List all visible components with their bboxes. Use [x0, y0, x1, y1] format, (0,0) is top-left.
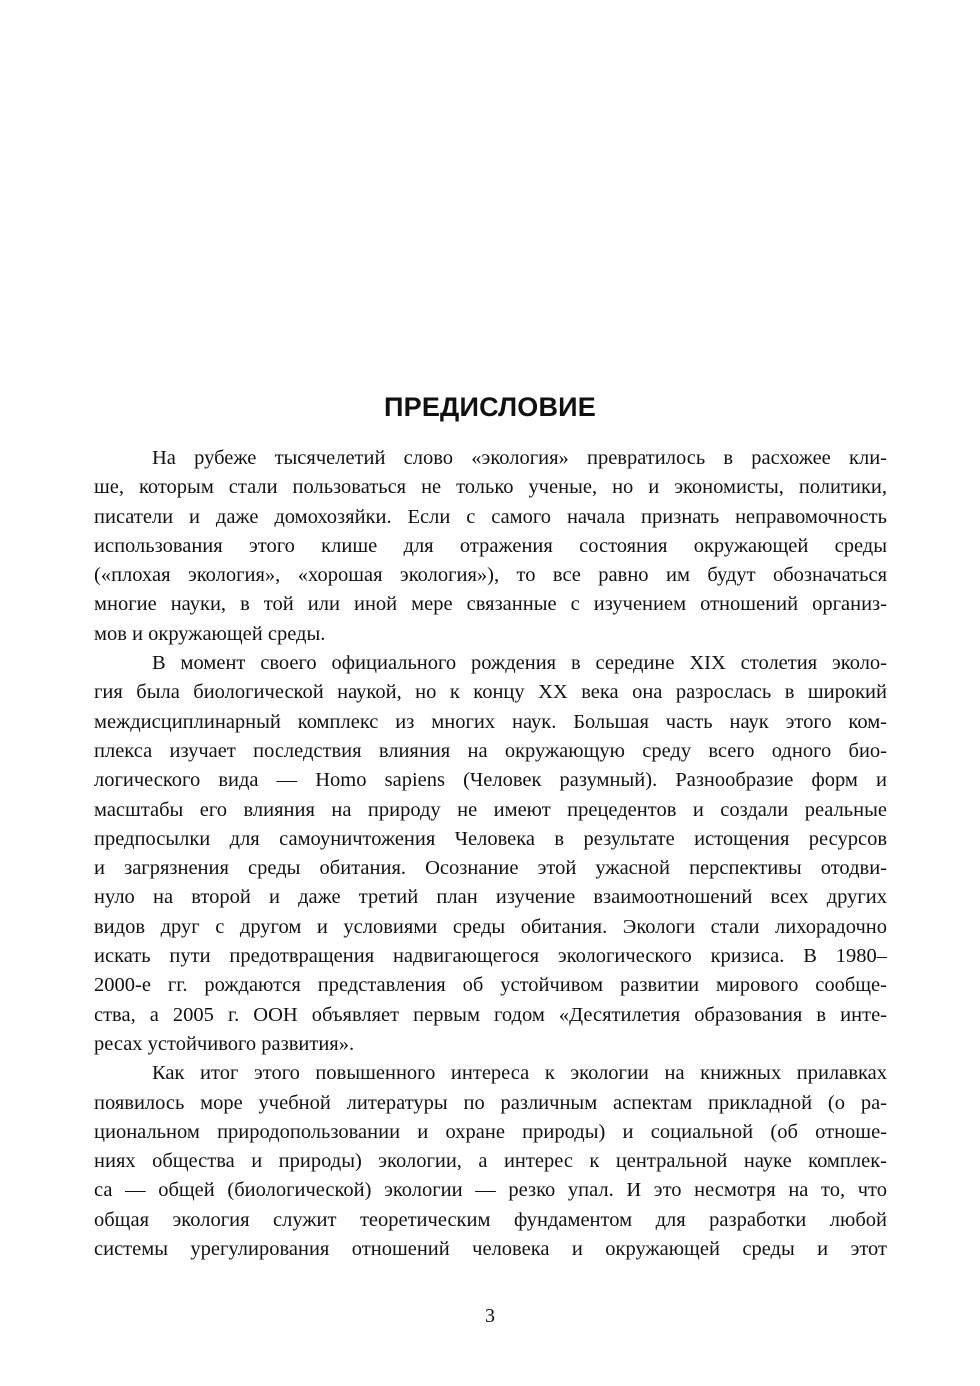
- text-line: 2000-е гг. рождаются представления об устойчивом развитии мирового сообще-: [94, 974, 887, 997]
- text-line: междисциплинарный комплекс из многих наук. Большая часть наук этого ком-: [94, 710, 887, 733]
- text-line: использования этого клише для отражения состояния окружающей среды: [94, 534, 887, 557]
- text-line: мов и окружающей среды.: [94, 622, 326, 645]
- text-line: В момент своего официального рождения в середине XIX столетия эколо-: [152, 652, 887, 675]
- text-line: видов друг с другом и условиями среды обитания. Экологи стали лихорадочно: [94, 915, 887, 938]
- text-line: масштабы его влияния на природу не имеют прецедентов и создали реальные: [94, 798, 887, 821]
- text-line: циональном природопользовании и охране природы) и социальной (об отноше-: [94, 1120, 887, 1143]
- text-line: («плохая экология», «хорошая экология»), то все равно им будут обозначаться: [94, 564, 887, 587]
- text-line: предпосылки для самоуничтожения Человека в результате истощения ресурсов: [94, 827, 887, 850]
- text-line: гия была биологической наукой, но к концу XX века она разрослась в широкий: [94, 681, 887, 704]
- text-line: ства, а 2005 г. ООН объявляет первым годом «Десятилетия образования в инте-: [94, 1003, 887, 1026]
- paragraph-2: [94, 649, 887, 1059]
- page-title: ПРЕДИСЛОВИЕ: [384, 392, 596, 422]
- text-line: общая экология служит теоретическим фундаментом для разработки любой: [94, 1208, 887, 1231]
- text-line: искать пути предотвращения надвигающегося экологического кризиса. В 1980–: [94, 945, 887, 968]
- text-line: ресах устойчивого развития».: [94, 1032, 355, 1055]
- text-line: На рубеже тысячелетий слово «экология» превратилось в расхожее кли-: [152, 447, 887, 469]
- text-line: появилось море учебной литературы по различным аспектам прикладной (о ра-: [94, 1091, 887, 1114]
- text-line: и загрязнения среды обитания. Осознание этой ужасной перспективы отодви-: [94, 857, 887, 880]
- text-line: многие науки, в той или иной мере связанные с изучением отношений организ-: [94, 593, 887, 616]
- text-line: ниях общества и природы) экологии, а интерес к центральной науке комплек-: [94, 1150, 887, 1173]
- preface-body: [94, 444, 887, 1264]
- text-line: логического вида — Homo sapiens (Человек разумный). Разнообразие форм и: [94, 769, 887, 792]
- paragraph-1: [94, 444, 887, 649]
- text-line: Как итог этого повышенного интереса к экологии на книжных прилавках: [152, 1062, 887, 1085]
- text-line: системы урегулирования отношений человека и окружающей среды и этот: [94, 1238, 887, 1261]
- text-line: са — общей (биологической) экологии — резко упал. И это несмотря на то, что: [94, 1179, 887, 1202]
- paragraph-3: [94, 1059, 887, 1264]
- text-line: писатели и даже домохозяйки. Если с самого начала признать неправомочность: [94, 505, 887, 528]
- text-line: ше, которым стали пользоваться не только ученые, но и экономисты, политики,: [94, 476, 887, 499]
- text-line: плекса изучает последствия влияния на окружающую среду всего одного био-: [94, 739, 887, 762]
- text-line: нуло на второй и даже третий план изучение взаимоотношений всех других: [94, 886, 887, 909]
- page-number: 3: [485, 1305, 495, 1327]
